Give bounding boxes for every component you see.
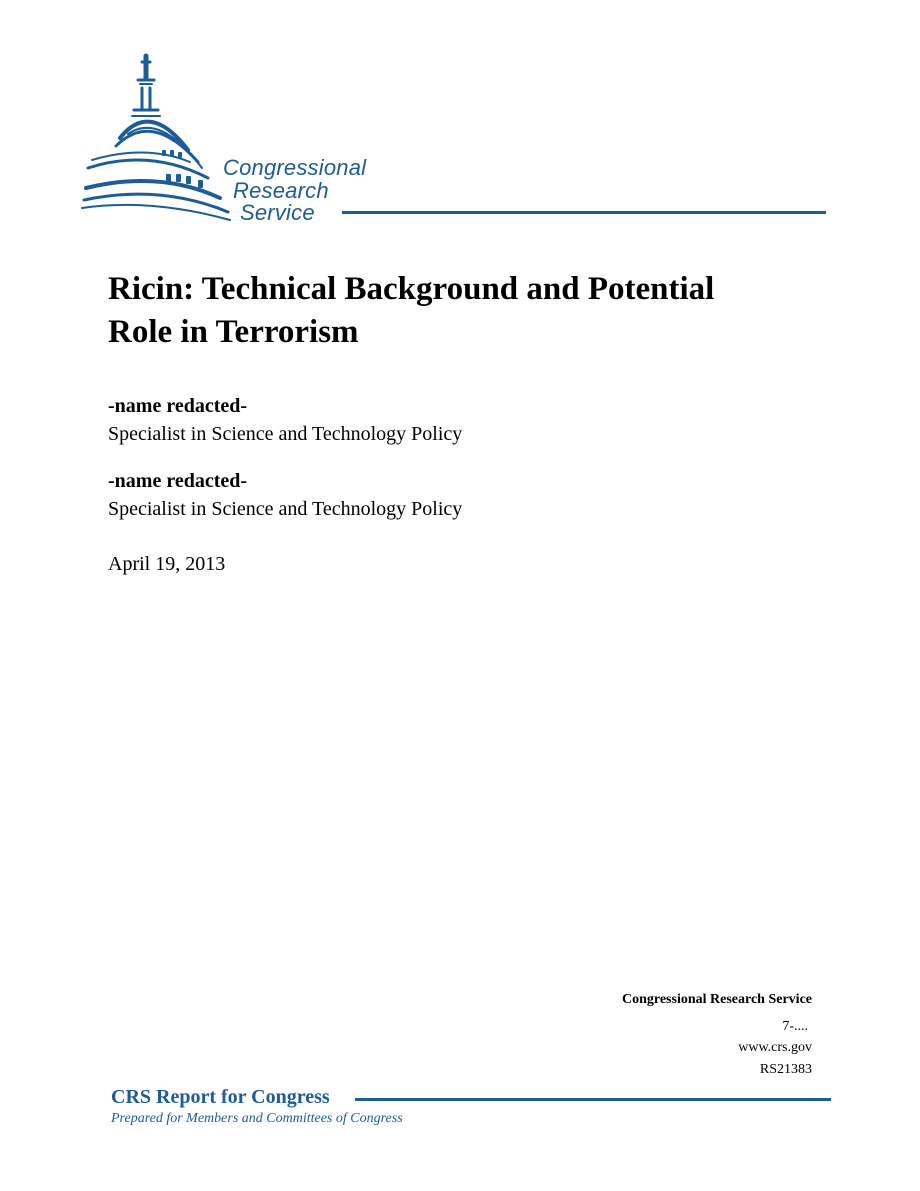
footer-rule bbox=[355, 1098, 831, 1101]
publisher-name bbox=[622, 990, 812, 1010]
author-2-role: Specialist in Science and Technology Policy bbox=[108, 498, 463, 520]
publisher-phone: 7-.... bbox=[782, 1019, 808, 1034]
report-title bbox=[108, 268, 808, 354]
author-1-name: -name redacted- bbox=[108, 395, 248, 417]
logo-text-congressional: Congressional bbox=[223, 155, 367, 180]
logo-text-service: Service bbox=[240, 200, 315, 225]
report-date: April 19, 2013 bbox=[108, 553, 226, 575]
publisher-website: www.crs.gov bbox=[738, 1040, 812, 1055]
author-1-role: Specialist in Science and Technology Policy bbox=[108, 423, 463, 445]
footer-subtitle: Prepared for Members and Committees of Congress bbox=[111, 1111, 403, 1126]
report-title-line2: Role in Terrorism bbox=[108, 314, 359, 350]
report-title-line1: Ricin: Technical Background and Potential bbox=[108, 271, 715, 307]
footer-title: CRS Report for Congress bbox=[111, 1086, 330, 1108]
report-number: RS21383 bbox=[759, 1062, 812, 1077]
crs-logo bbox=[80, 50, 830, 225]
logo-text-research: Research bbox=[233, 178, 329, 203]
author-2-name: -name redacted- bbox=[108, 470, 248, 492]
capitol-dome-icon bbox=[80, 50, 240, 225]
publisher-name-text: Congressional Research Service bbox=[621, 992, 812, 1007]
logo-rule bbox=[342, 211, 826, 214]
